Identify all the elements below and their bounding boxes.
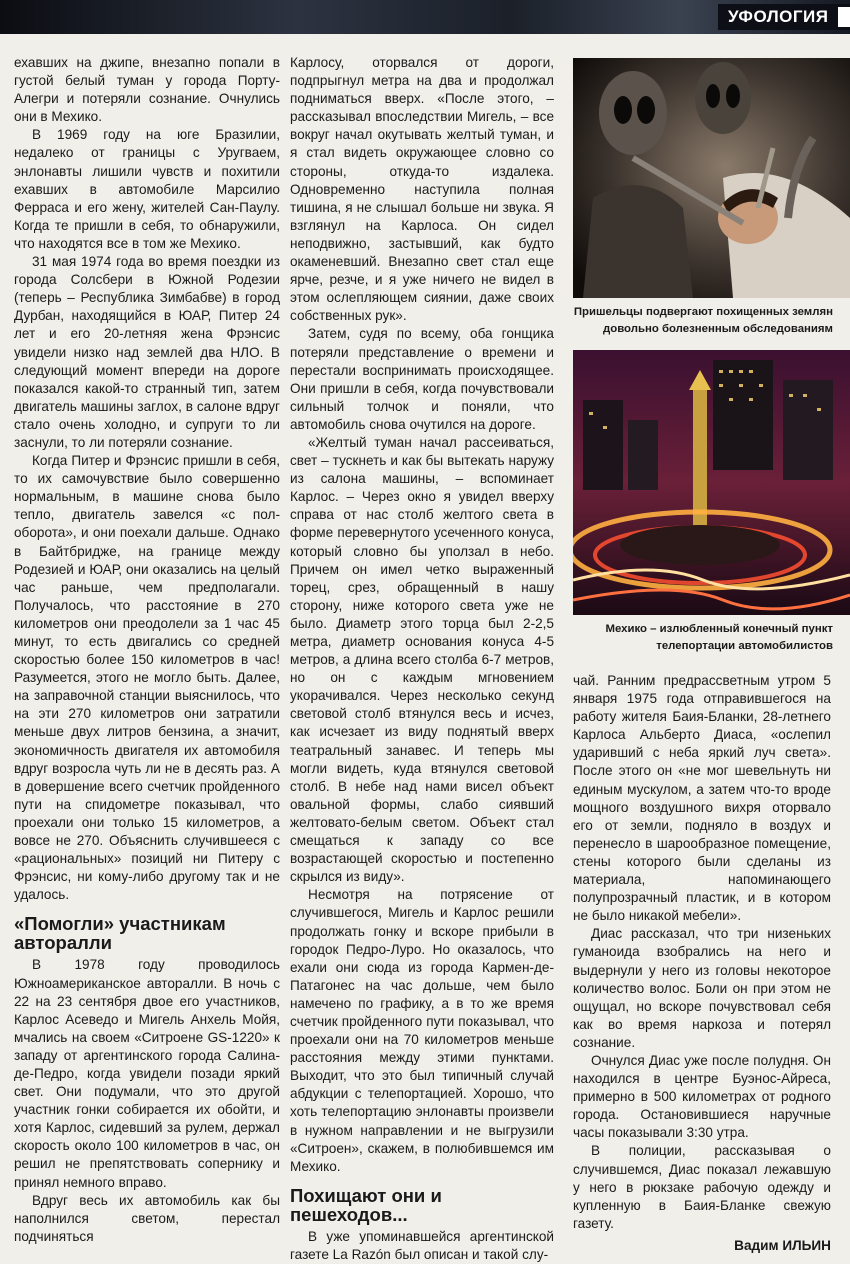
paragraph: 31 мая 1974 года во время поездки из города Солсбери в Южной Родезии (теперь – Республика Зимбабве) в город Дурбан, находящийся в ЮАР, Питер 24 лет и его 20-летняя жена Фрэнсис увидели низко над землей два НЛО. В следующий момент впереди на дороге показался какой-то странный тип, затем двигатель машины заглох, в салоне вдруг стало очень холодно, и супруги то ли заснули, то ли потеряли сознание. — [14, 254, 280, 450]
paragraph: Диас рассказал, что три низеньких гуманоида взобрались на него и выдернули у него из головы некоторое количество волос. Боли он при этом не ощущал, но вскоре почувствовал себя как во время наркоза и потерял сознание. — [573, 926, 831, 1050]
section-rubric — [718, 4, 850, 30]
paragraph: В 1969 году на юге Бразилии, недалеко от границы с Уругваем, энлонавты лишили чувств и похитили ехавших в автомобиле Марсилио Ферраса и его жену, жителей Сан-Паулу. Когда те пришли в себя, то обнаружили, что находятся все в том же Мехико. — [14, 127, 280, 251]
paragraph: ехавших на джипе, внезапно попали в густой белый туман у города Порту-Алегри и потеряли сознание. Очнулись они в Мехико. — [14, 55, 280, 125]
paragraph: Вдруг весь их автомобиль как бы наполнился светом, перестал подчиняться — [14, 1192, 280, 1244]
paragraph: Несмотря на потрясение от случившегося, Мигель и Карлос решили продолжать гонку и вскоре прибыли в городок Педро-Луро. Но оказалось, что ехали они сюда из города Кармен-де-Патагонес на час дольше, чем было намечено по графику, а в то же время счетчик пройденного пути показывал, что проехали они на 70 километров меньше расстояния между этими пунктами. Выходит, что это был типичный случай абдукции с телепортацией. Хорошо, что хоть телепортацию энлонавты произвели в нужном направлении и не выгрузили «Ситроен», скажем, в полюбившемся им Мехико. — [290, 887, 554, 1174]
figure-caption-1: Пришельцы подвергают похищенных землян довольно болезненным обследованиям — [573, 306, 833, 335]
paragraph: Затем, судя по всему, оба гонщика потеряли представление о времени и перестали воспринимать происходящее. Они пришли в себя, когда почувствовали сильный толчок и поняли, что автомобиль снова очутился на дороге. — [290, 326, 554, 432]
paragraph: В полиции, рассказывая о случившемся, Диас показал лежавшую у него в рюкзаке рабочую одежду и купленную в Баия-Бланке свежую газету. — [573, 1143, 831, 1231]
author-signature: Вадим ИЛЬИН — [734, 1237, 831, 1253]
paragraph: чай. Ранним предрассветным утром 5 января 1975 года отправившегося на работу жителя Баия-Бланки, 28-летнего Карлоса Альберто Диаса, «ослепил ударивший с неба яркий луч света». После этого он «не мог шевельнуть ни единым мускулом, а затем что-то вроде мощного воздушного вихря оторвало его от земли, подняло в воздух и перенесло в шарообразное помещение, стены которого были сделаны из материала, напоминающего полупрозрачный пластик, и в котором не было никакой мебели». — [573, 673, 831, 924]
column-1 — [14, 54, 280, 1246]
column-3 — [573, 672, 831, 1255]
paragraph: «Желтый туман начал рассеиваться, свет – тускнеть и как бы вытекать наружу из салона машины, – вспоминает Карлос. – Через окно я увидел вверху справа от нас столб желтого света в форме перевернутого усеченного конуса, который словно бы уползал в небо. Причем он имел четко выраженный торец, срез, обращенный в нашу сторону, ниже которого света уже не было. Диаметр этого торца был 2-2,5 метра, диаметр основания конуса 4-5 метров, а длина всего столба 6-7 метров, но он с каждым мгновением укорачивался. Через несколько секунд световой столб втянулся весь и исчез, как исчезает из виду поднятый вверх театральный занавес. И теперь мы могли видеть, куда втянулся световой столб. В небе над нами висел объект овальной формы, слабо сиявший желтовато-белым светом. Объект стал смещаться к западу со все возрастающей скоростью и постепенно скрылся из виду». — [290, 434, 554, 885]
section-heading: «Помогли» участникам авторалли — [14, 913, 226, 954]
mexico-city-night-photo — [573, 350, 850, 615]
section-heading: Похищают они и пешеходов... — [290, 1184, 442, 1225]
paragraph: Когда Питер и Фрэнсис пришли в себя, то их самочувствие было совершенно нормальным, в машине снова было тепло, двигатель завелся «с пол-оборота», и они поехали дальше. Однако в Байтбридже, на границе между Родезией и ЮАР, они оказались на целый час раньше, чем предполагали. Получалось, что расстояние в 270 километров они преодолели за 1 час 45 минут, то есть двигались со средней скоростью более 150 километров в час! Разумеется, этого не могло быть. Далее, на заправочной станции выяснилось, что на эти 270 километров они затратили меньше двух литров бензина, а значит, экономичность двигателя их автомобиля вдруг возросла чуть ли не в десять раз. А в довершение всего счетчик пройденного пути на спидометре показывал, что проехали они только 15 километров, а вовсе не 270. Объяснить случившееся с «рациональных» позиций ни Питеру с Фрэнсис, ни кому-либо другому так и не удалось. — [14, 453, 280, 903]
figure-caption-2: Мехико – излюбленный конечный пункт телепортации автомобилистов — [605, 623, 833, 652]
paragraph: Очнулся Диас уже после полудня. Он находился в центре Буэнос-Айреса, примерно в 500 километрах от родного города. Остановившиеся наручные часы показывали 3:30 утра. — [573, 1052, 831, 1141]
paragraph: Карлосу, оторвался от дороги, подпрыгнул метра на два и продолжал подниматься вверх. «После этого, – рассказывал впоследствии Мигель, – все вокруг начал окутывать желтый туман, и я стал видеть окружающее словно со стороны, откуда-то издалека. Одновременно наступила полная тишина, я не слышал больше ни звука. Я взглянул на Карлоса. Он сидел неподвижно, застывший, как будто окаменевший. Внезапно свет стал еще ярче, резче, и я уже ничего не видел в этом ослепляющем сиянии, даже своих собственных рук». — [290, 55, 554, 324]
rubric-label: УФОЛОГИЯ — [728, 7, 829, 26]
alien-abduction-photo — [573, 58, 850, 298]
rubric-marker — [838, 7, 850, 27]
column-2 — [290, 54, 554, 1264]
page-header — [0, 0, 850, 34]
paragraph: В 1978 году проводилось Южноамериканское авторалли. В ночь с 22 на 23 сентября двое его участников, Карлос Асеведо и Мигель Анхель Мойя, мчались на своем «Ситроене GS-1220» к западу от аргентинского города Салина-де-Педро, когда увидели позади яркий свет. Они подумали, что это другой участник гонки собирается их обойти, и хотя Карлос, сидевший за рулем, держал скорость около 100 километров в час, он решил не препятствовать сопернику и принял немного вправо. — [14, 957, 280, 1190]
paragraph: В уже упоминавшейся аргентинской газете La Razón был описан и такой слу- — [290, 1228, 554, 1262]
